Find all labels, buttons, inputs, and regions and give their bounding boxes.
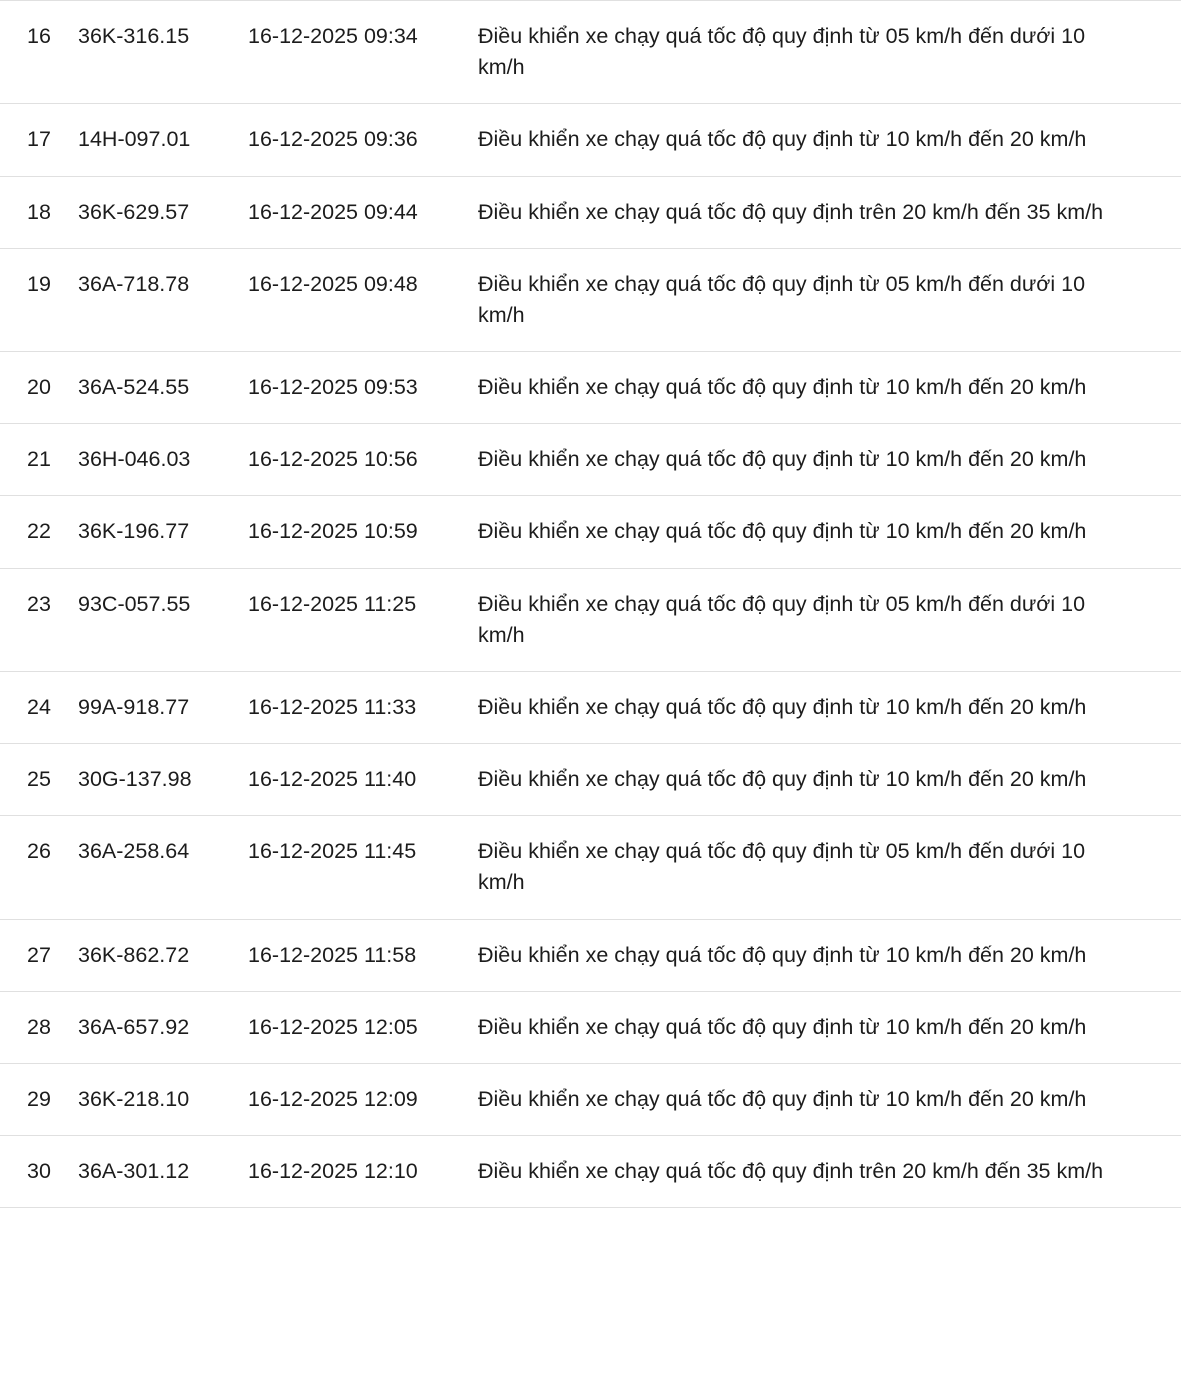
row-index: 26 [27, 839, 51, 864]
license-plate: 30G-137.98 [78, 767, 192, 792]
row-index: 16 [27, 24, 51, 48]
license-plate: 36K-316.15 [78, 24, 190, 48]
table-row [0, 671, 1181, 743]
violation-description: Điều khiển xe chạy quá tốc độ quy định từ 10 km/h đến 20 km/h [478, 694, 1087, 719]
table-row [0, 1136, 1181, 1208]
row-index: 21 [27, 447, 51, 472]
row-index: 23 [27, 591, 51, 616]
row-index: 27 [27, 942, 51, 967]
violation-time: 16-12-2025 12:10 [248, 1159, 418, 1184]
table-row [0, 568, 1181, 671]
table-row [0, 1063, 1181, 1135]
violation-time: 16-12-2025 11:33 [248, 694, 417, 719]
violation-description: Điều khiển xe chạy quá tốc độ quy định từ 10 km/h đến 20 km/h [478, 767, 1087, 792]
violation-description: Điều khiển xe chạy quá tốc độ quy định từ 05 km/h đến dưới 10 km/h [478, 591, 1086, 647]
violation-time: 16-12-2025 09:44 [248, 199, 418, 224]
license-plate: 36K-218.10 [78, 1086, 190, 1111]
violation-description: Điều khiển xe chạy quá tốc độ quy định từ 10 km/h đến 20 km/h [478, 942, 1087, 967]
row-index: 17 [27, 127, 51, 152]
violation-description: Điều khiển xe chạy quá tốc độ quy định từ 10 km/h đến 20 km/h [478, 447, 1087, 472]
table-row [0, 919, 1181, 991]
table-row [0, 352, 1181, 424]
row-index: 19 [27, 271, 51, 296]
license-plate: 93C-057.55 [78, 591, 191, 616]
table-row [0, 744, 1181, 816]
license-plate: 36A-524.55 [78, 375, 190, 400]
row-index: 30 [27, 1159, 51, 1184]
license-plate: 14H-097.01 [78, 127, 191, 152]
violation-description: Điều khiển xe chạy quá tốc độ quy định từ 10 km/h đến 20 km/h [478, 1014, 1087, 1039]
violation-time: 16-12-2025 11:45 [248, 839, 417, 864]
violation-time: 16-12-2025 09:34 [248, 24, 418, 48]
violation-time: 16-12-2025 12:09 [248, 1086, 418, 1111]
violation-description: Điều khiển xe chạy quá tốc độ quy định từ 10 km/h đến 20 km/h [478, 127, 1087, 152]
table-row [0, 496, 1181, 568]
violation-time: 16-12-2025 11:25 [248, 591, 417, 616]
license-plate: 36K-196.77 [78, 519, 190, 544]
license-plate: 36A-258.64 [78, 839, 190, 864]
violation-time: 16-12-2025 12:05 [248, 1014, 418, 1039]
violation-description: Điều khiển xe chạy quá tốc độ quy định từ 10 km/h đến 20 km/h [478, 1086, 1087, 1111]
violation-time: 16-12-2025 11:58 [248, 942, 417, 967]
violation-time: 16-12-2025 09:53 [248, 375, 418, 400]
violation-description: Điều khiển xe chạy quá tốc độ quy định từ 05 km/h đến dưới 10 km/h [478, 24, 1086, 80]
row-index: 22 [27, 519, 51, 544]
table-row [0, 176, 1181, 248]
license-plate: 36A-657.92 [78, 1014, 190, 1039]
violation-time: 16-12-2025 10:56 [248, 447, 418, 472]
violation-description: Điều khiển xe chạy quá tốc độ quy định từ 10 km/h đến 20 km/h [478, 375, 1087, 400]
license-plate: 36K-862.72 [78, 942, 190, 967]
table-row [0, 424, 1181, 496]
table-row [0, 248, 1181, 351]
row-index: 20 [27, 375, 51, 400]
violation-time: 16-12-2025 10:59 [248, 519, 418, 544]
row-index: 24 [27, 694, 51, 719]
row-index: 29 [27, 1086, 51, 1111]
violation-description: Điều khiển xe chạy quá tốc độ quy định trên 20 km/h đến 35 km/h [478, 1159, 1104, 1184]
license-plate: 36K-629.57 [78, 199, 190, 224]
violation-description: Điều khiển xe chạy quá tốc độ quy định từ 05 km/h đến dưới 10 km/h [478, 271, 1086, 327]
violation-time: 16-12-2025 11:40 [248, 767, 417, 792]
license-plate: 99A-918.77 [78, 694, 190, 719]
table-row [0, 816, 1181, 919]
violation-time: 16-12-2025 09:36 [248, 127, 418, 152]
violation-time: 16-12-2025 09:48 [248, 271, 418, 296]
license-plate: 36A-301.12 [78, 1159, 190, 1184]
table-row [0, 104, 1181, 176]
table-row [0, 991, 1181, 1063]
row-index: 28 [27, 1014, 51, 1039]
violation-description: Điều khiển xe chạy quá tốc độ quy định trên 20 km/h đến 35 km/h [478, 199, 1104, 224]
row-index: 18 [27, 199, 51, 224]
row-index: 25 [27, 767, 51, 792]
violation-description: Điều khiển xe chạy quá tốc độ quy định từ 05 km/h đến dưới 10 km/h [478, 839, 1086, 895]
violation-description: Điều khiển xe chạy quá tốc độ quy định từ 10 km/h đến 20 km/h [478, 519, 1087, 544]
license-plate: 36A-718.78 [78, 271, 190, 296]
table-row [0, 1, 1181, 104]
violations-table-body [0, 1, 1181, 1208]
license-plate: 36H-046.03 [78, 447, 191, 472]
